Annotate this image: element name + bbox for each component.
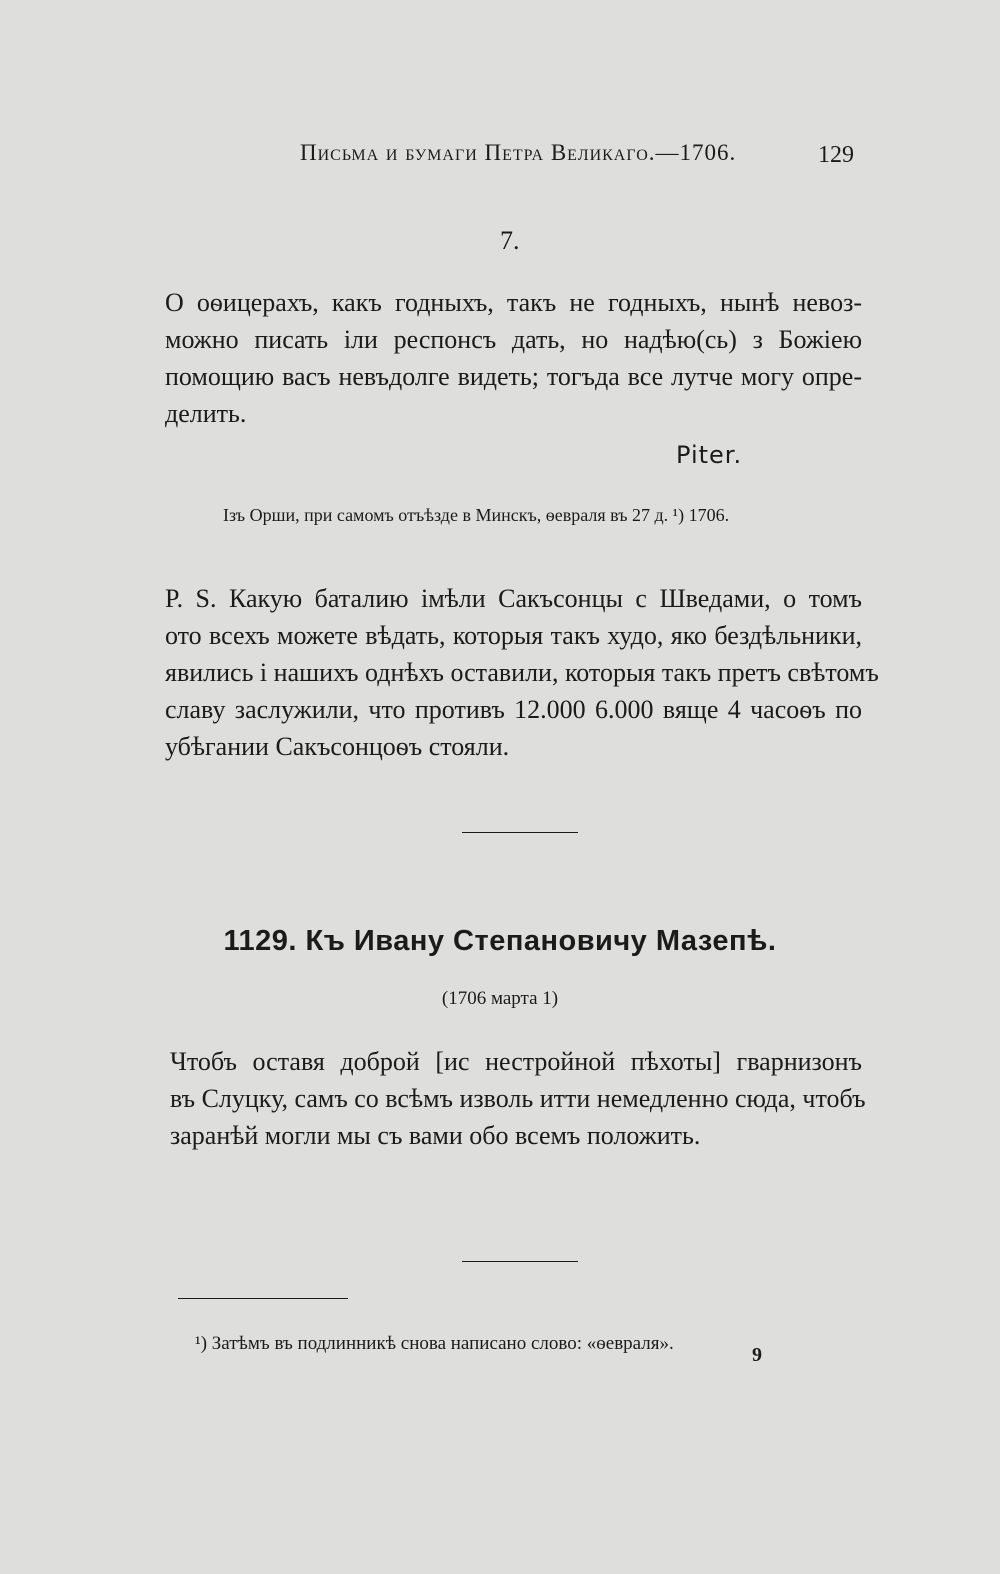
text-line: заранѣй могли мы съ вами обо всемъ положить.	[170, 1121, 701, 1150]
text-line: помощию васъ невъдолге видеть; тогъда все лутче могу опре-	[165, 362, 862, 391]
letter-body	[170, 1043, 866, 1154]
printer-signature-mark: 9	[752, 1344, 762, 1366]
text-line: убѣгании Сакъсонцоѳъ стояли.	[165, 732, 510, 761]
letter-number: 7.	[500, 226, 520, 255]
text-line: Чтобъ оставя доброй [ис нестройной пѣхоты] гварнизонъ	[170, 1047, 862, 1076]
running-header: Письма и бумаги Петра Великаго.—1706.	[300, 140, 737, 165]
section-divider	[462, 1261, 578, 1262]
page-number: 129	[818, 142, 854, 168]
footnote-rule	[178, 1298, 348, 1299]
text-line: P. S. Какую баталию імѣли Сакъсонцы с Шведами, о томъ	[165, 584, 862, 613]
text-line: явились і нашихъ однѣхъ оставили, которыя такъ претъ свѣтомъ	[165, 658, 879, 687]
postscript	[165, 580, 879, 765]
text-line: въ Слуцку, самъ со всѣмъ изволь итти немедленно сюда, чтобъ	[170, 1084, 866, 1113]
footnote: ¹) Затѣмъ въ подлинникѣ снова написано слово: «ѳевраля».	[195, 1333, 674, 1354]
letter-date: (1706 марта 1)	[441, 988, 559, 1009]
text-line: можно писать іли респонсъ дать, но надѣю(сь) з Божіею	[165, 325, 862, 354]
text-line: ото всехъ можете вѣдать, которыя такъ худо, яко бездѣльники,	[165, 621, 862, 650]
letter-body	[165, 284, 862, 432]
text-line: О оѳицерахъ, какъ годныхъ, такъ не годныхъ, нынѣ невоз-	[165, 288, 862, 317]
signature: Piter.	[676, 441, 743, 469]
section-divider	[462, 832, 578, 833]
letter-title: 1129. Къ Ивану Степановичу Мазепѣ.	[223, 925, 777, 957]
text-line: делить.	[165, 399, 247, 428]
dateline: Ізъ Орши, при самомъ отъѣзде в Минскъ, ѳевраля въ 27 д. ¹) 1706.	[223, 505, 730, 525]
text-line: славу заслужили, что противъ 12.000 6.000 вяще 4 часоѳъ по	[165, 695, 862, 724]
